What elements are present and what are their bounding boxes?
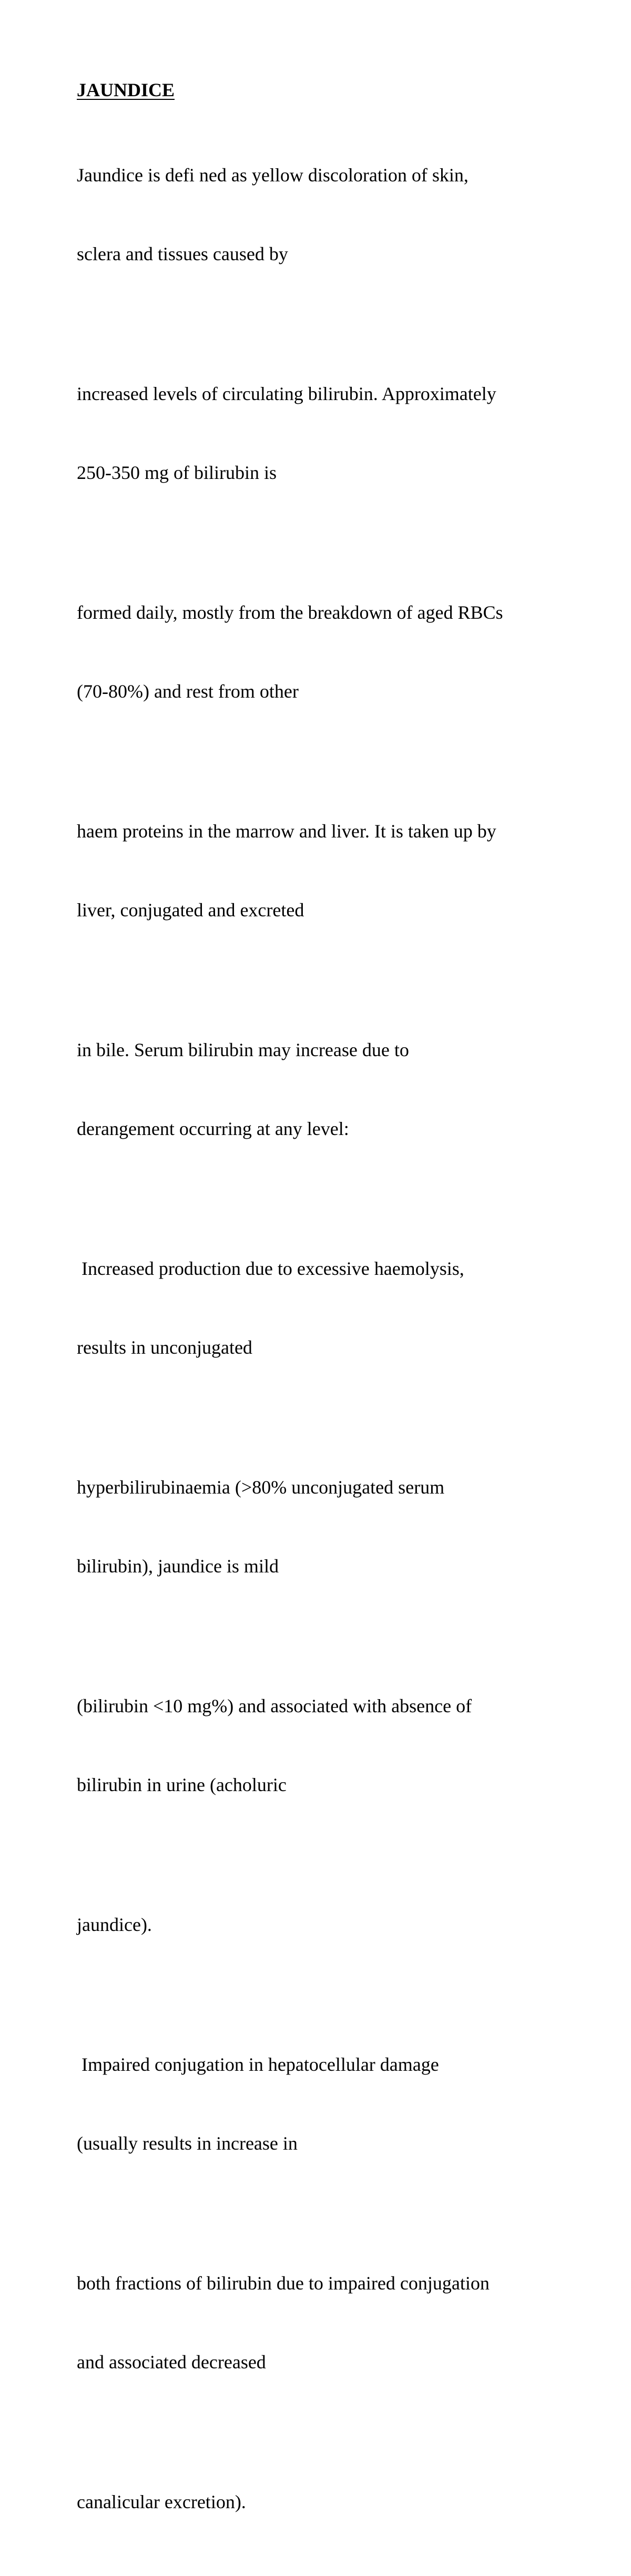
paragraph-line: (bilirubin <10 mg%) and associated with absence of <box>77 1695 472 1716</box>
paragraph-line: results in unconjugated <box>77 1337 252 1358</box>
paragraph-line: sclera and tissues caused by <box>77 243 288 264</box>
paragraph-line: hyperbilirubinaemia (>80% unconjugated serum <box>77 1477 445 1498</box>
document-title: JAUNDICE <box>77 79 175 100</box>
paragraph-line: (usually results in increase in <box>77 2133 298 2154</box>
paragraph <box>77 328 603 538</box>
paragraph-line: increased levels of circulating bilirubin. Approximately <box>77 383 496 404</box>
paragraph <box>77 109 603 320</box>
paragraph <box>77 2217 603 2428</box>
paragraph-line: bilirubin in urine (acholuric <box>77 1774 287 1795</box>
paragraph <box>77 984 603 1194</box>
paragraph-line: Impaired conjugation in hepatocellular damage <box>77 2054 439 2075</box>
paragraph <box>77 1859 603 1990</box>
paragraph <box>77 547 603 757</box>
paragraph <box>77 1640 603 1851</box>
paragraph-line: canalicular excretion). <box>77 2491 246 2512</box>
paragraph-line: haem proteins in the marrow and liver. It is taken up by <box>77 821 496 842</box>
paragraph <box>77 765 603 976</box>
paragraph-line: Jaundice is defi ned as yellow discoloration of skin, <box>77 165 469 186</box>
paragraph-line: in bile. Serum bilirubin may increase due to <box>77 1039 409 1060</box>
paragraph <box>77 1999 603 2209</box>
paragraph-line: 250-350 mg of bilirubin is <box>77 462 277 483</box>
paragraph-line: formed daily, mostly from the breakdown of aged RBCs <box>77 602 503 623</box>
paragraph-line: and associated decreased <box>77 2352 266 2373</box>
document-body <box>77 78 603 2576</box>
paragraph-line: Increased production due to excessive haemolysis, <box>77 1258 464 1279</box>
paragraph-line: derangement occurring at any level: <box>77 1118 349 1139</box>
paragraph <box>77 1422 603 1632</box>
paragraph <box>77 2436 603 2568</box>
paragraph-line: (70-80%) and rest from other <box>77 681 299 702</box>
paragraph-line: both fractions of bilirubin due to impaired conjugation <box>77 2273 490 2294</box>
paragraph <box>77 1203 603 1413</box>
paragraph-line: liver, conjugated and excreted <box>77 899 304 921</box>
paragraph-line: jaundice). <box>77 1914 152 1935</box>
paragraph-line: bilirubin), jaundice is mild <box>77 1556 279 1577</box>
